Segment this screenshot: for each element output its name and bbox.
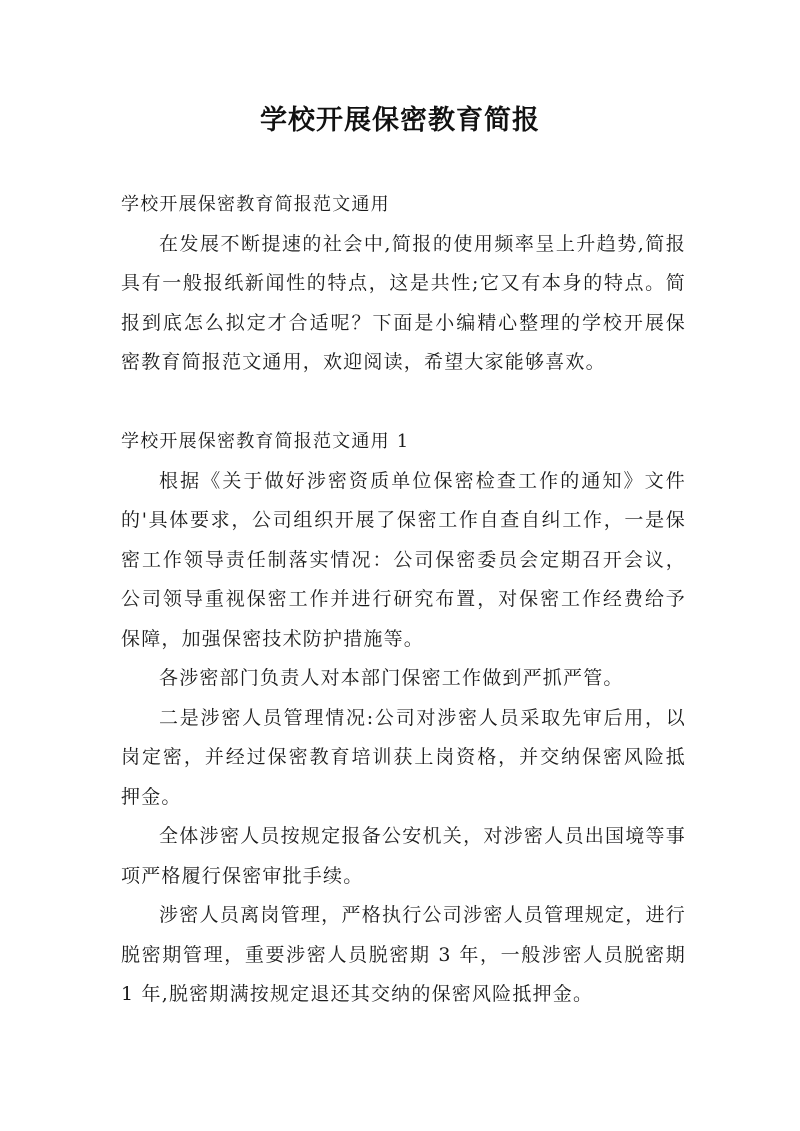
body-paragraph: 根据《关于做好涉密资质单位保密检查工作的通知》文件的'具体要求，公司组织开展了保密工作自查自纠工作，一是保密工作领导责任制落实情况：公司保密委员会定期召开会议，公司领导重视保密工作并进行研究布置，对保密工作经费给予保障，加强保密技术防护措施等。 [121, 469, 686, 650]
body-paragraph: 各涉密部门负责人对本部门保密工作做到严抓严管。 [159, 667, 624, 689]
body-paragraph: 二是涉密人员管理情况:公司对涉密人员采取先审后用，以岗定密，并经过保密教育培训获上岗资格，并交纳保密风险抵押金。 [121, 706, 686, 808]
body-paragraph: 全体涉密人员按规定报备公安机关，对涉密人员出国境等事项严格履行保密审批手续。 [121, 825, 686, 887]
subtitle: 学校开展保密教育简报范文通用 [121, 194, 390, 215]
section-heading: 学校开展保密教育简报范文通用 1 [121, 431, 410, 452]
body-paragraph: 涉密人员离岗管理，严格执行公司涉密人员管理规定，进行脱密期管理，重要涉密人员脱密期 3 年，一般涉密人员脱密期 1 年,脱密期满按规定退还其交纳的保密风险抵押金。 [121, 904, 686, 1005]
section-spacer [121, 383, 686, 423]
intro-paragraph: 在发展不断提速的社会中,简报的使用频率呈上升趋势,简报具有一般报纸新闻性的特点，这是共性;它又有本身的特点。简报到底怎么拟定才合适呢？下面是小编精心整理的学校开展保密教育简报范文通用，欢迎阅读，希望大家能够喜欢。 [121, 232, 686, 373]
document-body [121, 185, 686, 1015]
document-title: 学校开展保密教育简报 [260, 105, 540, 136]
